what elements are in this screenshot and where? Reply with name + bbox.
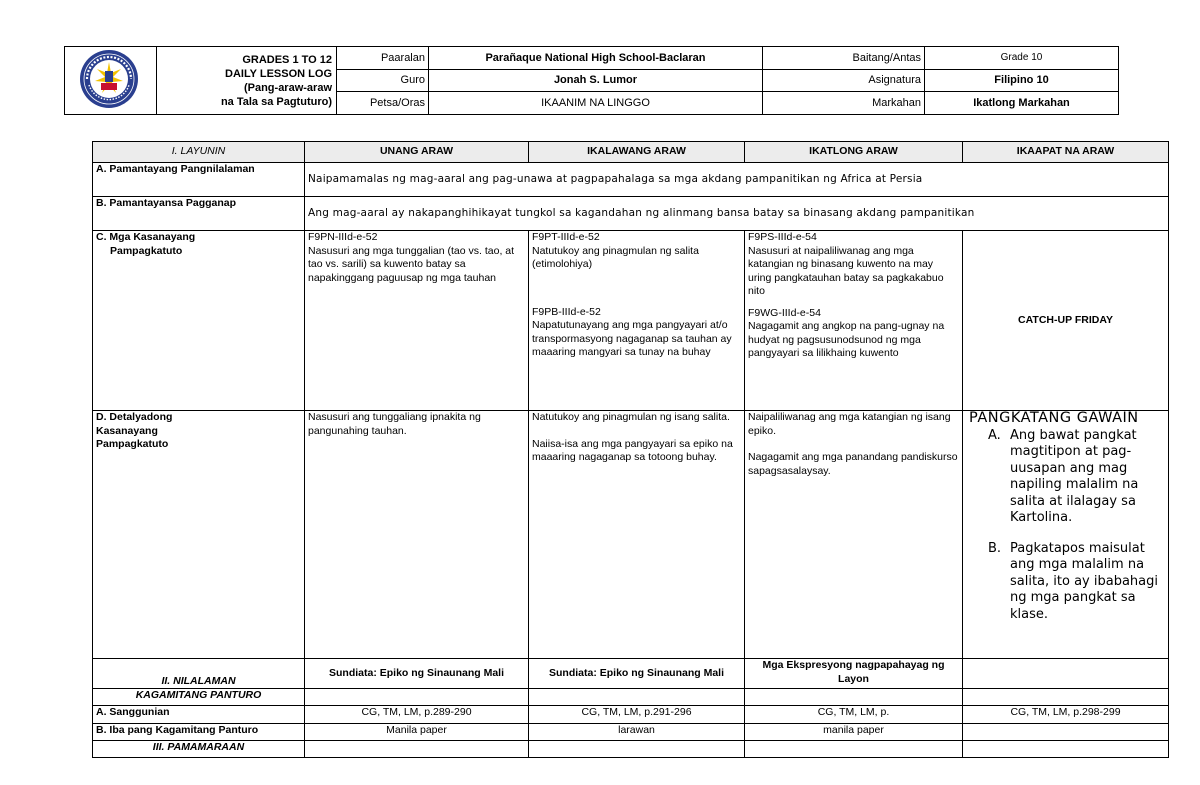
row-detalyadong: [93, 411, 1169, 659]
row-nilalaman: [93, 659, 1169, 689]
label-iba-pang-kagamitan: B. Iba pang Kagamitang Panturo: [93, 724, 305, 741]
nilalaman-day2: Sundiata: Epiko ng Sinaunang Mali: [529, 659, 745, 689]
col-ikatlong-araw: IKATLONG ARAW: [745, 142, 963, 163]
grade-value: Grade 10: [925, 47, 1119, 70]
kasanayan-day2: [529, 231, 745, 411]
code-day2a: F9PT-IIId-e-52: [532, 231, 600, 243]
list-letter: B.: [988, 540, 1002, 556]
text-day3b: Nagagamit ang angkop na pang-ugnay na hudyat ng pagsusunodsunod ng mga pangyayari sa lilikhaing kuwento: [748, 320, 945, 359]
label-sanggunian: A. Sanggunian: [93, 706, 305, 724]
title-line-1: GRADES 1 TO 12: [242, 53, 332, 66]
pangkatang-gawain-list: [966, 428, 1165, 624]
label-detalyadong: [93, 411, 305, 659]
detalyadong-day4: [963, 411, 1169, 659]
label-kagamitan: KAGAMITANG PANTURO: [93, 689, 305, 706]
list-text: Ang bawat pangkat magtitipon at pag-uusapan ang mag napiling malalim na salita at ilalagay sa Kartolina.: [1010, 427, 1139, 525]
pangkatang-gawain-title: PANGKATANG GAWAIN: [969, 410, 1139, 426]
row-kagamitan: [93, 689, 1169, 706]
row-iba-pang-kagamitan: [93, 724, 1169, 741]
label-detalyadong-line1: D. Detalyadong: [96, 411, 173, 423]
label-kasanayan-line1: C. Mga Kasanayang: [96, 231, 196, 243]
code-day3a: F9PS-IIId-e-54: [748, 231, 817, 243]
sanggunian-day4: CG, TM, LM, p.298-299: [963, 706, 1169, 724]
iba-pang-day4: [963, 724, 1169, 741]
row-pamamaraan: [93, 741, 1169, 758]
col-ikaapat-na-araw: IKAAPAT NA ARAW: [963, 142, 1169, 163]
school-value: Parañaque National High School-Baclaran: [429, 47, 763, 70]
subject-label: Asignatura: [763, 69, 925, 92]
text-pamantayang-pangnilalaman: Naipamamalas ng mag-aaral ang pag-unawa at pagpapahalaga sa mga akdang pampanitikan ng Africa at Persia: [305, 163, 1169, 197]
grade-label: Baitang/Antas: [763, 47, 925, 70]
detalyadong-day3: [745, 411, 963, 659]
quarter-value: Ikatlong Markahan: [925, 92, 1119, 115]
col-unang-araw: UNANG ARAW: [305, 142, 529, 163]
logo-cell: [65, 47, 157, 115]
iba-pang-day3: manila paper: [745, 724, 963, 741]
subject-value: Filipino 10: [925, 69, 1119, 92]
detalyadong-day1: Nasusuri ang tunggaliang ipnakita ng pangunahing tauhan.: [305, 411, 529, 659]
detalyadong-day3a: Naipaliliwanag ang mga katangian ng isang epiko.: [748, 411, 951, 437]
kasanayan-day1: [305, 231, 529, 411]
catch-up-friday: CATCH-UP FRIDAY: [963, 231, 1169, 411]
label-pamantayang-pangnilalaman: A. Pamantayang Pangnilalaman: [93, 163, 305, 197]
kasanayan-day3: [745, 231, 963, 411]
code-day3b: F9WG-IIId-e-54: [748, 306, 821, 319]
sanggunian-day2: CG, TM, LM, p.291-296: [529, 706, 745, 724]
detalyadong-day2b: Naiisa-isa ang mga pangyayari sa epiko na maaaring nagaganap sa totoong buhay.: [532, 437, 733, 463]
label-detalyadong-line3: Pampagkatuto: [96, 438, 169, 450]
text-day2a: Natutukoy ang pinagmulan ng salita (etimolohiya): [532, 244, 699, 270]
text-pamantayang-pagganap: Ang mag-aaral ay nakapanghihikayat tungkol sa kagandahan ng alinmang bansa batay sa binasang akdang pampanitikan: [305, 197, 1169, 231]
teacher-value: Jonah S. Lumor: [429, 69, 763, 92]
sanggunian-day3: CG, TM, LM, p.: [745, 706, 963, 724]
label-pamantayang-pagganap: B. Pamantayansa Pagganap: [93, 197, 305, 231]
nilalaman-day3: Mga Ekspresyong nagpapahayag ng Layon: [745, 659, 963, 689]
row-sanggunian: [93, 706, 1169, 724]
title-line-2: DAILY LESSON LOG: [225, 67, 332, 80]
list-item: [988, 540, 1165, 624]
text-day1: Nasusuri ang mga tunggalian (tao vs. tao, at tao vs. sarili) sa kuwento batay sa napakinggang paguusap ng mga tauhan: [308, 244, 515, 284]
code-day1: F9PN-IIId-e-52: [308, 231, 378, 243]
sanggunian-day1: CG, TM, LM, p.289-290: [305, 706, 529, 724]
title-line-3: (Pang-araw-araw: [243, 81, 332, 94]
lesson-log-table: [92, 141, 1169, 758]
column-header-row: [93, 142, 1169, 163]
grade-title: [157, 47, 337, 115]
label-detalyadong-line2: Kasanayang: [96, 424, 158, 437]
row-pamantayang-pagganap: [93, 197, 1169, 231]
list-text: Pagkatapos maisulat ang mga malalim na salita, ito ay ibabahagi ng mga pangkat sa klase.: [1010, 540, 1158, 622]
code-day2b: F9PB-IIId-e-52: [532, 305, 601, 318]
deped-seal-icon: [65, 47, 157, 111]
label-kasanayan: [93, 231, 305, 411]
label-pamamaraan: III. PAMAMARAAN: [93, 741, 305, 758]
quarter-label: Markahan: [763, 92, 925, 115]
text-day2b: Napatutunayang ang mga pangyayari at/o transpormasyong nagaganap sa tauhan ay maaaring mangyari sa tunay na buhay: [532, 319, 732, 358]
col-ikalawang-araw: IKALAWANG ARAW: [529, 142, 745, 163]
school-label: Paaralan: [337, 47, 429, 70]
detalyadong-day2a: Natutukoy ang pinagmulan ng isang salita.: [532, 411, 730, 423]
row-kasanayan: [93, 231, 1169, 411]
teacher-label: Guro: [337, 69, 429, 92]
date-value: IKAANIM NA LINGGO: [429, 92, 763, 115]
detalyadong-day3b: Nagagamit ang mga panandang pandiskurso sapagsasalaysay.: [748, 451, 958, 477]
list-letter: A.: [988, 427, 1001, 443]
row-pamantayang-pangnilalaman: [93, 163, 1169, 197]
iba-pang-day1: Manila paper: [305, 724, 529, 741]
date-label: Petsa/Oras: [337, 92, 429, 115]
label-nilalaman: II. NILALAMAN: [93, 659, 305, 689]
col-layunin: I. LAYUNIN: [93, 142, 305, 163]
nilalaman-day4: [963, 659, 1169, 689]
title-line-4: na Tala sa Pagtuturo): [220, 95, 332, 108]
label-kasanayan-line2: Pampagkatuto: [110, 244, 183, 257]
text-day3a: Nasusuri at naipaliliwanag ang mga katangian ng binasang kuwento na may uring pangkatauhan batay sa pagkakabuo nito: [748, 244, 944, 297]
iba-pang-day2: larawan: [529, 724, 745, 741]
header-table: [64, 46, 1119, 115]
detalyadong-day2: [529, 411, 745, 659]
list-item: [988, 427, 1165, 527]
nilalaman-day1: Sundiata: Epiko ng Sinaunang Mali: [305, 659, 529, 689]
